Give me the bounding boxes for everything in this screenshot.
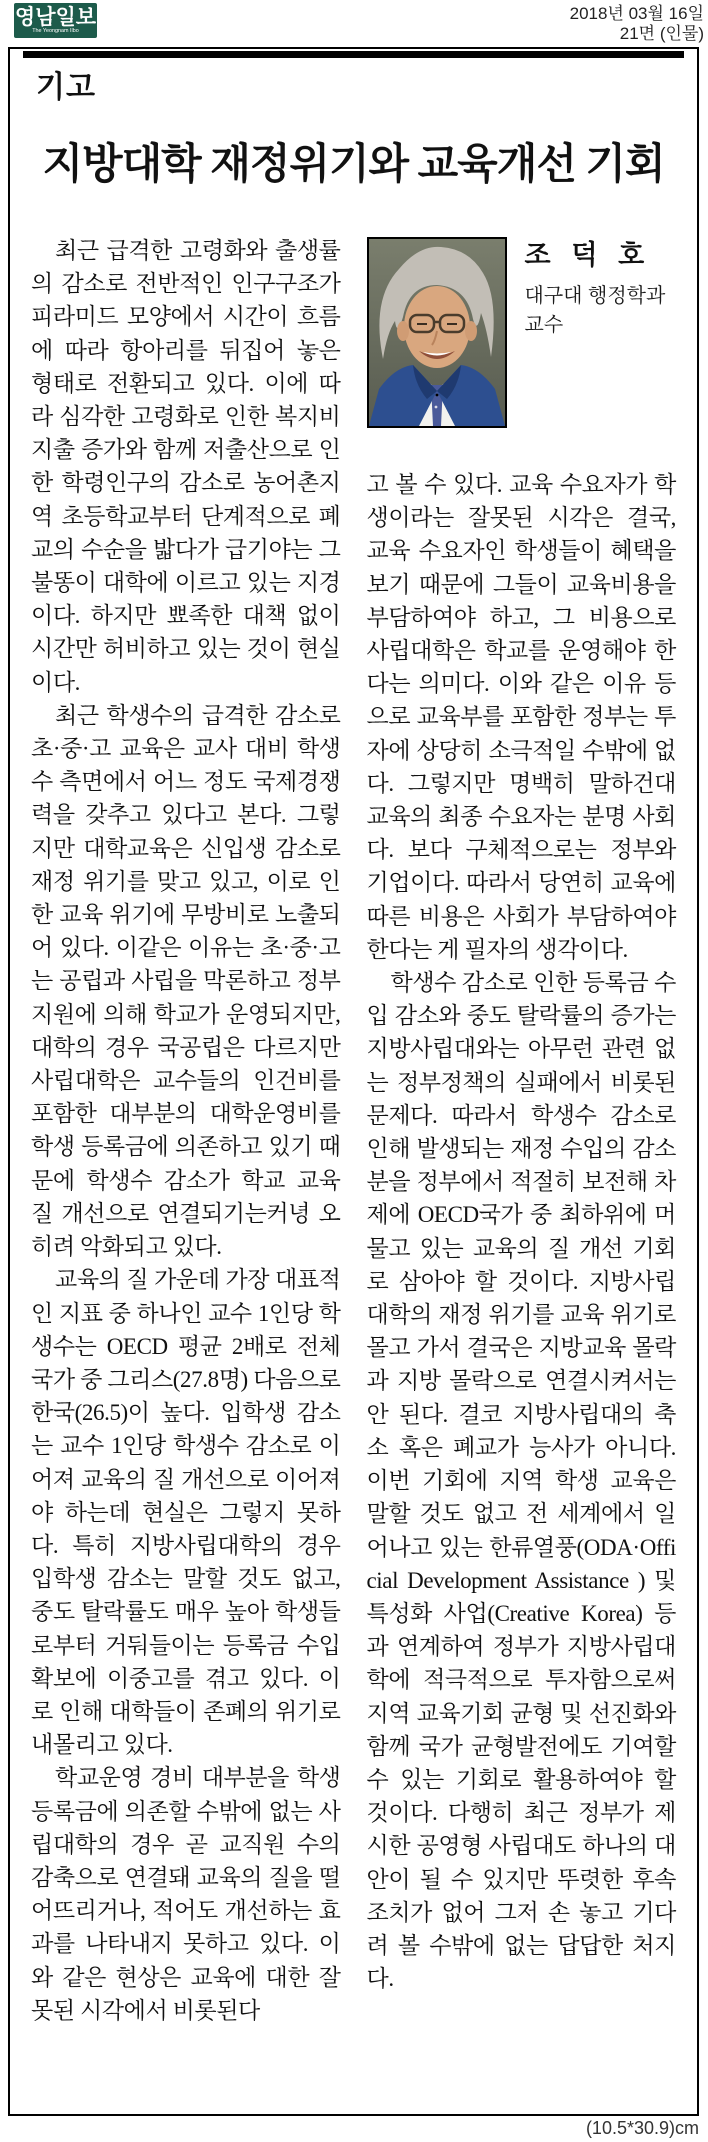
- newspaper-logo-text: 영남일보: [14, 5, 97, 29]
- paragraph: 학생수 감소로 인한 등록금 수입 감소와 중도 탈락률의 증가는 지방사립대와는 아무런 관련 없는 정부정책의 실패에서 비롯된 문제다. 따라서 학생수 감소로 인해 발생되는 재정 수입의 감소분을 정부에서 적절히 보전해 차제에 OECD국가 중 최하위에 머물고 있는 교육의 질 개선 기회로 삼아야 할 것이다. 지방사립대학의 재정 위기를 교육 위기로 몰고 가서 결국은 지방교육 몰락과 지방 몰락으로 연결시켜서는 안 된다. 결코 지방사립대의 축소 혹은 폐교가 능사가 아니다. 이번 기회에 지역 학생 교육은 말할 것도 없고 전 세계에서 일어나고 있는 한류열풍(ODA·Official Development Assistance ) 및 특성화 사업(Creative Korea) 등과 연계하여 정부가 지방사립대학에 적극적으로 투자함으로써 지역 교육기회 균형 및 선진화와 함께 국가 균형발전에도 기여할 수 있는 기회로 활용하여야 할 것이다. 다행히 최근 정부가 제시한 공영형 사립대도 하나의 대안이 될 수 있지만 뚜렷한 후속조치가 없어 그저 손 놓고 기다려 볼 수밖에 없는 답답한 처지다.: [366, 970, 676, 1992]
- article-title: 지방대학 재정위기와 교육개선 기회: [42, 142, 665, 188]
- paragraph: 고 볼 수 있다. 교육 수요자가 학생이라는 잘못된 시각은 결국, 교육 수요자인 학생들이 혜택을 보기 때문에 그들이 교육비용을 부담하여야 하고, 그 비용으로 사립대학은 학교를 운영해야 한다는 의미다. 이와 같은 이유 등으로 교육부를 포함한 정부는 투자에 상당히 소극적일 수밖에 없다. 그렇지만 명백히 말하건대 교육의 최종 수요자는 분명 사회다. 보다 구체적으로는 정부와 기업이다. 따라서 당연히 교육에 따른 비용은 사회가 부담하여야 한다는 게 필자의 생각이다.: [366, 472, 676, 962]
- paragraph: 교육의 질 가운데 가장 대표적인 지표 중 하나인 교수 1인당 학생수는 OECD 평균 2배로 전체 국가 중 그리스(27.8명) 다음으로 한국(26.5)이 높다. 입학생 감소는 교수 1인당 학생수 감소로 이어져 교육의 질 개선으로 이어져야 하는데 현실은 그렇지 못하다. 특히 지방사립대학의 경우 입학생 감소는 말할 것도 없고, 중도 탈락률도 매우 높아 학생들로부터 거둬들이는 등록금 수입 확보에 이중고를 겪고 있다. 이로 인해 대학들이 존폐의 위기로 내몰리고 있다.: [31, 1267, 341, 1758]
- paragraph: 학교운영 경비 대부분을 학생 등록금에 의존할 수밖에 없는 사립대학의 경우 곧 교직원 수의 감축으로 연결돼 교육의 질을 떨어뜨리거나, 적어도 개선하는 효과를 나타내지 못하고 있다. 이와 같은 현상은 교육에 대한 잘못된 시각에서 비롯된다: [31, 1765, 341, 2023]
- newspaper-logo: [14, 3, 97, 38]
- author-photo: [367, 237, 507, 428]
- author-name: 조 덕 호: [524, 240, 652, 270]
- article-clipping: [8, 47, 699, 2116]
- author-affiliation-line1: 대구대 행정학과: [524, 285, 666, 307]
- paragraph: 최근 급격한 고령화와 출생률의 감소로 전반적인 인구구조가 피라미드 모양에서 시간이 흐름에 따라 항아리를 뒤집어 놓은 형태로 전환되고 있다. 이에 따라 심각한 고령화로 인한 복지비 지출 증가와 함께 저출산으로 인한 학령인구의 감소로 농어촌지역 초등학교부터 단계적으로 폐교의 수순을 밟다가 급기야는 그 불똥이 대학에 이르고 있는 지경이다. 하지만 뾰족한 대책 없이 시간만 허비하고 있는 것이 현실이다.: [31, 238, 341, 695]
- article-body: [10, 234, 697, 2027]
- clipping-dimensions-note: (10.5*30.9)cm: [585, 2118, 699, 2138]
- issue-date: 2018년 03월 16일: [569, 4, 704, 23]
- byline-block: [367, 237, 677, 428]
- author-affiliation-line2: 교수: [524, 314, 564, 336]
- author-portrait-illustration: [369, 239, 505, 426]
- left-column: [31, 234, 341, 2027]
- top-rule: [23, 51, 684, 58]
- issue-page: 21면 (인물): [619, 24, 704, 43]
- section-label: 기고: [36, 71, 96, 104]
- newspaper-logo-subtext: The Yeongnam Ilbo: [32, 28, 79, 34]
- author-affiliation: [525, 282, 666, 340]
- right-column: [367, 234, 677, 2027]
- paragraph: 최근 학생수의 급격한 감소로 초·중·고 교육은 교사 대비 학생 수 측면에서 어느 정도 국제경쟁력을 갖추고 있다고 본다. 그렇지만 대학교육은 신입생 감소로 재정 위기를 맞고 있고, 이로 인한 교육 위기에 무방비로 노출되어 있다. 이같은 이유는 초·중·고는 공립과 사립을 막론하고 정부지원에 의해 학교가 운영되지만, 대학의 경우 국공립은 다르지만 사립대학은 교수들의 인건비를 포함한 대부분의 대학운영비를 학생 등록금에 의존하고 있기 때문에 학생수 감소가 학교 교육 질 개선으로 연결되기는커녕 오히려 악화되고 있다.: [31, 702, 341, 1260]
- issue-info: [570, 4, 704, 44]
- byline-info: [525, 237, 666, 428]
